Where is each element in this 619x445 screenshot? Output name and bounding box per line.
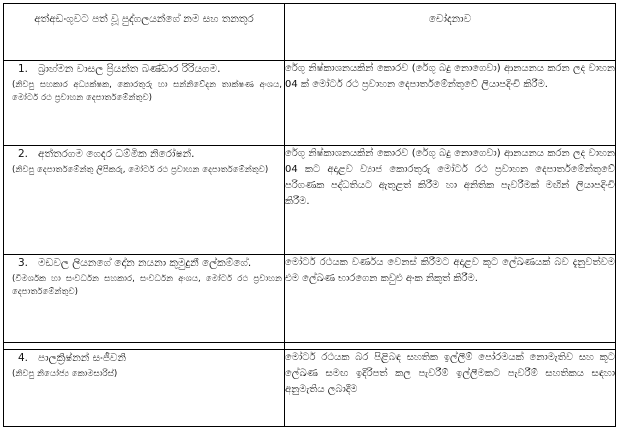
accused-name-line (4, 146, 284, 163)
charge-cell (285, 146, 616, 255)
spacer-cell (285, 343, 616, 350)
header-accused-label: අත්අඩංගුවට පත් වූ පුද්ගලයන්ගේ නම සහ තනතුර (34, 13, 254, 25)
accused-name-line (4, 255, 284, 272)
accused-cell (4, 350, 285, 427)
table-row (4, 61, 616, 146)
table-spacer-row (4, 343, 616, 350)
header-cell-charge (285, 4, 616, 61)
accused-role: (විමර්ශක හා සංවර්ධන සහකාර, සංවර්ධන අංශය, මෝටර් රථ ප්‍රවාහන දෙපාර්තමේන්තුව) (12, 274, 282, 297)
accused-role: (නිවපු නියෝජ්‍ය කොමසාරිස්) (12, 369, 118, 379)
accused-role: (නිවපු සහකාර අධ්‍යක්ෂක, කොරතුරු හා සන්නිවේදන තාක්ෂණ අංශය, මෝටර් රථ ප්‍රවාහන දෙපාර්තමේන්තුව) (12, 80, 282, 103)
charge-cell (285, 255, 616, 343)
accused-role: (නිවපු දෙපාර්තමේන්තු ලිපිකරු, මෝටර් රථ ප්‍රවාහන දෙපාර්තමේන්තුව) (12, 165, 269, 175)
accused-cell (4, 146, 285, 255)
charge-text: මෝටර් රථයක වර්ණය වෙනස් කිරීමට අදාළව කූට ලේඛණයක් බව දැනුවත්වම එම ලේඛණ භාරගෙන කවුළු අංක නිකුත් කිරීම. (285, 257, 615, 284)
charge-text: රේගු නිෂ්කාශනයකින් කොරව (රේගු බදු නොගෙවා) ආනයනය කරන ලද වාහන 04 ක් මෝටර් රථ ප්‍රවාහන දෙපාර්තමේන්තුවේ ලියාපදිංචි කිරීම. (285, 63, 615, 90)
charge-text: රේගු නිෂ්කාශනයකින් කොරව (රේගු බදු නොගෙවා) ආනයනය කරන ලද වාහන 04 කට අදාළව ව්‍යාජ කොරතුරු මෝටර් රථ ප්‍රවාහන දෙපාර්තමේන්තුවේ පරිගණක පද්ධතියට ඇතුළත් කිරීම හා අනිතික පැවරීමක් මඟින් ලියාපදිංචි කිරීම. (285, 148, 615, 207)
accused-name: මඩවල ලියනගේ දෝන නයනා කුමුදුනී ලේකම්ගේ. (38, 257, 252, 269)
accused-cell (4, 255, 285, 343)
charge-text: මෝටර් රථයක බර පිළිබඳ සහතික ඉල්ලීම් පෝරමයක් නොමැතිව සහ කූට ලේඛණ සමඟ ඉදිරිපත් කල පැවරීම් ඉල්ලීමකට පැවරීම් සහතිකය සඳහා අනුමැතිය ලබාදීම (285, 352, 615, 395)
row-number: 2. (18, 148, 29, 160)
accused-cell (4, 61, 285, 146)
table-header-row (4, 4, 616, 61)
accused-name: අත්තරගම ගෙදර ධම්මික නිරෝෂන්. (38, 148, 195, 160)
row-number: 1. (18, 63, 29, 75)
row-number: 4. (18, 352, 29, 364)
charge-cell (285, 61, 616, 146)
accused-name: බ්‍රාහ්මන වාසල ප්‍රියන්ත බණ්ඩාර රිරියගම. (38, 63, 221, 75)
accused-name-line (4, 350, 284, 367)
accused-name-line (4, 61, 284, 78)
header-charge-label: චෝදනාව (428, 13, 472, 25)
charges-table (3, 3, 616, 427)
spacer-cell (4, 343, 285, 350)
table-row (4, 350, 616, 427)
header-cell-accused (4, 4, 285, 61)
table-row (4, 255, 616, 343)
accused-name: පාලක්‍රිෂ්නන් සංජීවනි (38, 352, 126, 364)
charge-cell (285, 350, 616, 427)
row-number: 3. (18, 257, 29, 269)
table-row (4, 146, 616, 255)
